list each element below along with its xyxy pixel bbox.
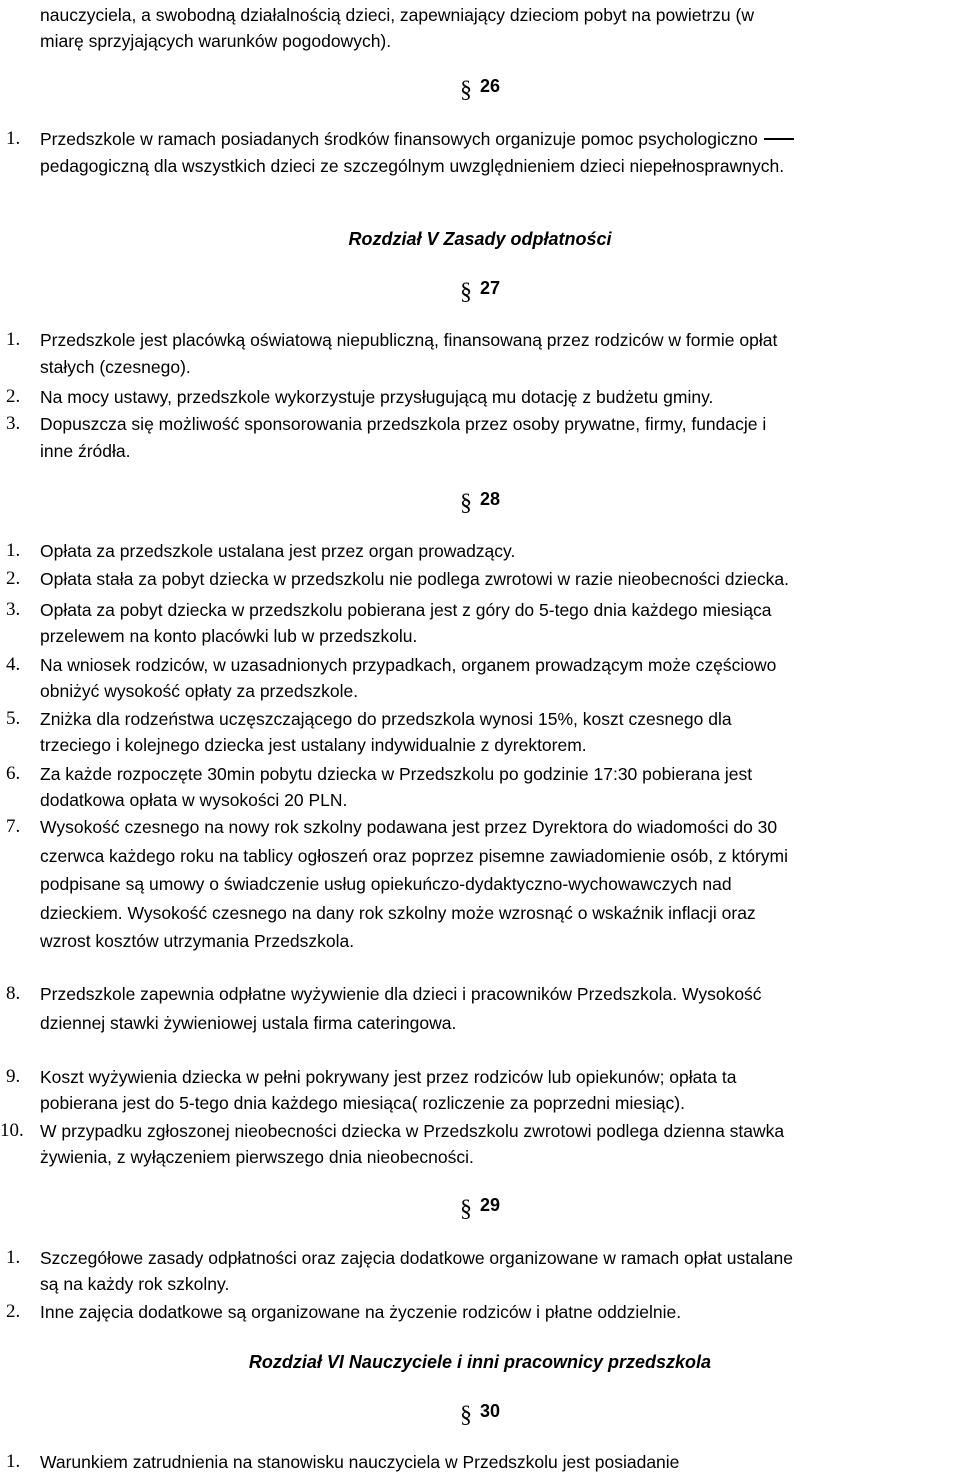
list-number: 1. [6, 128, 21, 149]
list-item-line: Warunkiem zatrudnienia na stanowisku nauczyciela w Przedszkolu jest posiadanie [40, 1452, 680, 1472]
paragraph-heading-26 [0, 73, 960, 103]
list-number: 6. [6, 763, 21, 784]
list-item-line: Opłata stała za pobyt dziecka w przedszkolu nie podlega zwrotowi w razie nieobecności dziecka. [40, 569, 790, 589]
list-item-line: pobierana jest do 5-tego dnia każdego miesiąca( rozliczenie za poprzedni miesiąc). [40, 1093, 685, 1113]
paragraph-heading-30 [0, 1398, 960, 1428]
list-item-line: Dopuszcza się możliwość sponsorowania przedszkola przez osoby prywatne, firmy, fundacje i [40, 414, 767, 434]
list-number: 2. [6, 1301, 21, 1322]
list-item-line: dzieckiem. Wysokość czesnego na dany rok szkolny może wzrosnąć o wskaźnik inflacji oraz [40, 903, 756, 923]
list-item-line: Na wniosek rodziców, w uzasadnionych przypadkach, organem prowadzącym może częściowo [40, 655, 777, 675]
list-number: 1. [6, 329, 21, 350]
list-number: 2. [6, 386, 21, 407]
list-number: 1. [6, 540, 21, 561]
chapter-heading: Rozdział VI Nauczyciele i inni pracownicy przedszkola [248, 1352, 712, 1372]
paragraph-number: 27 [479, 278, 501, 298]
list-number: 5. [6, 708, 21, 729]
chapter-heading: Rozdział V Zasady odpłatności [348, 229, 612, 249]
list-item-line: stałych (czesnego). [40, 357, 191, 377]
list-item-line: dziennej stawki żywieniowej ustala firma cateringowa. [40, 1013, 457, 1033]
list-number: 8. [6, 983, 21, 1004]
list-item-line: Szczegółowe zasady odpłatności oraz zajęcia dodatkowe organizowane w ramach opłat ustalane [40, 1248, 793, 1268]
list-item-line: Koszt wyżywienia dziecka w pełni pokrywany jest przez rodziców lub opiekunów; opłata ta [40, 1067, 737, 1087]
list-item-line: czerwca każdego roku na tablicy ogłoszeń oraz poprzez pisemne zawiadomienie osób, z którymi [40, 846, 789, 866]
list-item-line: Za każde rozpoczęte 30min pobytu dziecka w Przedszkolu po godzinie 17:30 pobierana jest [40, 764, 753, 784]
section-symbol: § [459, 1196, 472, 1222]
text-line: nauczyciela, a swobodną działalnością dzieci, zapewniający dzieciom pobyt na powietrzu (w [40, 5, 754, 25]
list-item-line: Wysokość czesnego na nowy rok szkolny podawana jest przez Dyrektora do wiadomości do 30 [40, 817, 778, 837]
list-item-line: Przedszkole w ramach posiadanych środków finansowych organizuje pomoc psychologiczno [40, 126, 794, 152]
list-item-line: Inne zajęcia dodatkowe są organizowane na życzenie rodziców i płatne oddzielnie. [40, 1302, 682, 1322]
list-item-line: Przedszkole jest placówką oświatową niepubliczną, finansowaną przez rodziców w formie opłat [40, 330, 778, 350]
paragraph-number: 29 [479, 1195, 501, 1215]
list-item-line: są na każdy rok szkolny. [40, 1274, 230, 1294]
paragraph-number: 30 [479, 1401, 501, 1421]
list-item-line: Na mocy ustawy, przedszkole wykorzystuje przysługującą mu dotację z budżetu gminy. [40, 387, 714, 407]
list-item-line: inne źródła. [40, 441, 131, 461]
em-dash [764, 138, 794, 140]
list-number: 4. [6, 654, 21, 675]
paragraph-number: 26 [479, 76, 501, 96]
paragraph-number: 28 [479, 489, 501, 509]
paragraph-heading-29 [0, 1192, 960, 1222]
list-number: 3. [6, 599, 21, 620]
list-item-line: Przedszkole zapewnia odpłatne wyżywienie dla dzieci i pracowników Przedszkola. Wysokość [40, 984, 762, 1004]
list-number: 1. [6, 1451, 21, 1472]
text-line: miarę sprzyjających warunków pogodowych). [40, 31, 392, 51]
section-symbol: § [459, 490, 472, 516]
list-item-line: żywienia, z wyłączeniem pierwszego dnia nieobecności. [40, 1147, 474, 1167]
list-number: 3. [6, 413, 21, 434]
list-item-line: W przypadku zgłoszonej nieobecności dziecka w Przedszkolu zwrotowi podlega dzienna stawka [40, 1121, 785, 1141]
list-item-line: Zniżka dla rodzeństwa uczęszczającego do przedszkola wynosi 15%, koszt czesnego dla [40, 709, 732, 729]
paragraph-heading-27 [0, 275, 960, 305]
list-item-line: dodatkowa opłata w wysokości 20 PLN. [40, 790, 348, 810]
list-item-line: trzeciego i kolejnego dziecka jest ustalany indywidualnie z dyrektorem. [40, 735, 587, 755]
list-item-line: Opłata za pobyt dziecka w przedszkolu pobierana jest z góry do 5-tego dnia każdego miesiąca [40, 600, 772, 620]
list-number: 10. [0, 1120, 24, 1141]
list-number: 9. [6, 1066, 21, 1087]
list-number: 7. [6, 816, 21, 837]
list-item-line: podpisane są umowy o świadczenie usług opiekuńczo-dydaktyczno-wychowawczych nad [40, 874, 732, 894]
list-number: 2. [6, 568, 21, 589]
list-item-line: przelewem na konto placówki lub w przedszkolu. [40, 626, 418, 646]
section-symbol: § [459, 77, 472, 103]
paragraph-heading-28 [0, 486, 960, 516]
list-item-line: pedagogiczną dla wszystkich dzieci ze szczególnym uwzględnieniem dzieci niepełnosprawnych. [40, 156, 785, 176]
list-item-line: wzrost kosztów utrzymania Przedszkola. [40, 931, 355, 951]
list-number: 1. [6, 1247, 21, 1268]
section-symbol: § [459, 1402, 472, 1428]
list-item-line: Opłata za przedszkole ustalana jest przez organ prowadzący. [40, 541, 516, 561]
section-symbol: § [459, 279, 472, 305]
list-item-line: obniżyć wysokość opłaty za przedszkole. [40, 681, 359, 701]
